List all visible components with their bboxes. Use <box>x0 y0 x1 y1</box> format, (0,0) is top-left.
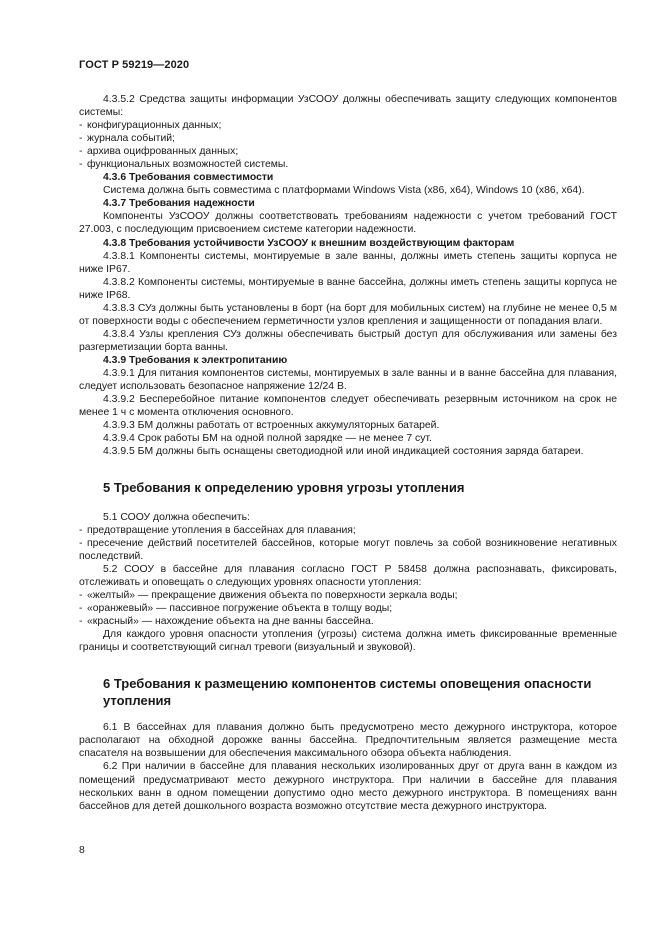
list-item <box>79 158 617 171</box>
list-item <box>79 589 617 602</box>
dash-marker: - <box>79 159 83 171</box>
paragraph-4-3-8-1: 4.3.8.1 Компоненты системы, монтируемые в зале ванны, должны иметь степень защиты корпуса не ниже IP67. <box>79 250 617 275</box>
heading-4-3-8: 4.3.8 Требования устойчивости УзСООУ к внешним воздействующим факторам <box>103 237 515 249</box>
list-item-text: функциональных возможностей системы. <box>87 159 289 171</box>
dash-marker: - <box>79 537 83 549</box>
heading-4-3-9: 4.3.9 Требования к электропитанию <box>103 354 288 366</box>
list-item-text: конфигурационных данных; <box>87 120 222 132</box>
dash-marker: - <box>79 146 83 158</box>
list-item-text: архива оцифрованных данных; <box>87 146 239 158</box>
list-item-text: пресечение действий посетителей бассейнов, которые могут повлечь за собой возникновение негативных последствий. <box>79 537 617 562</box>
paragraph-5-2: 5.2 СООУ в бассейне для плавания согласно ГОСТ Р 58458 должна распознавать, фиксировать, отслеживать и оповещать о следующих уровнях опасности утопления: <box>79 564 617 589</box>
document-body <box>79 93 617 813</box>
list-item <box>79 524 617 537</box>
dash-marker: - <box>79 603 83 615</box>
paragraph-4-3-9-2: 4.3.9.2 Бесперебойное питание компонентов следует обеспечивать резервным источником на срок не менее 1 ч с момента отключения основного. <box>79 394 617 419</box>
section-5-heading: 5 Требования к определению уровня угрозы утопления <box>103 480 465 496</box>
list-4-3-5-2 <box>79 119 617 171</box>
paragraph-6-2: 6.2 При наличии в бассейне для плавания нескольких изолированных друг от друга ванн в каждом из помещений предусматривают место дежурного инструктора. При наличии в бассейне для плавания нескольких ванн в одном помещении допустимо одно место дежурного инструктора. В помещениях ванн бассейнов для детей дошкольного возраста возможно отсутствие места дежурного инструктора. <box>79 761 617 812</box>
paragraph-4-3-8-3: 4.3.8.3 СУз должны быть установлены в борт (на борт для мобильных систем) на глубине не менее 0,5 м от поверхности воды с обеспечением герметичности узлов крепления и защищенности от попадания влаги. <box>79 302 617 327</box>
list-5-1 <box>79 524 617 563</box>
paragraph-5-1: 5.1 СООУ должна обеспечить: <box>103 511 250 523</box>
paragraph-4-3-9-1: 4.3.9.1 Для питания компонентов системы, монтируемых в зале ванны и в ванне бассейна для плавания, следует использовать безопасное напряжение 12/24 В. <box>79 367 617 393</box>
dash-marker: - <box>79 133 83 145</box>
paragraph-4-3-8-2: 4.3.8.2 Компоненты системы, монтируемые в ванне бассейна, должны иметь степень защиты корпуса не ниже IP68. <box>79 276 617 301</box>
paragraph-6-1: 6.1 В бассейнах для плавания должно быть предусмотрено место дежурного инструктора, которое располагают на обходной дорожке ванны бассейна. Предпочтительным является размещение места спасателя на возвышении для обеспечения максимального обзора объекта наблюдения. <box>79 722 617 760</box>
paragraph-4-3-6: Система должна быть совместима с платформами Windows Vista (x86, x64), Windows 10 (x86, x64). <box>103 185 585 197</box>
list-item <box>79 132 617 145</box>
section-6-heading: 6 Требования к размещению компонентов системы оповещения опасности утопления <box>103 676 592 708</box>
list-item-text: предотвращение утопления в бассейнах для плавания; <box>87 524 356 536</box>
list-item <box>79 615 617 628</box>
page-number: 8 <box>79 845 85 856</box>
paragraph-4-3-8-4: 4.3.8.4 Узлы крепления СУз должны обеспечивать быстрый доступ для обслуживания или замены без разгерметизации борта ванны. <box>79 328 617 353</box>
document-header: ГОСТ Р 59219—2020 <box>79 59 190 71</box>
paragraph-4-3-5-2: 4.3.5.2 Средства защиты информации УзСООУ должны обеспечивать защиту следующих компонентов системы: <box>79 94 617 119</box>
heading-4-3-7: 4.3.7 Требования надежности <box>103 198 255 210</box>
list-5-2 <box>79 589 617 628</box>
list-item-text: «красный» — нахождение объекта на дне ванны бассейна. <box>87 616 374 628</box>
paragraph-4-3-9-3: 4.3.9.3 БМ должны работать от встроенных аккумуляторных батарей. <box>103 420 440 432</box>
list-item-text: «оранжевый» — пассивное погружение объекта в толщу воды; <box>87 603 393 615</box>
paragraph-4-3-7: Компоненты УзСООУ должны соответствовать требованиям надежности с учетом требований ГОСТ 27.003, с последующим присвоением системе категории надежности. <box>79 211 617 236</box>
dash-marker: - <box>79 616 83 628</box>
dash-marker: - <box>79 524 83 536</box>
dash-marker: - <box>79 590 83 602</box>
paragraph-5-3: Для каждого уровня опасности утопления (угрозы) система должна иметь фиксированные временные границы и соответствующий сигнал тревоги (визуальный и звуковой). <box>79 629 617 654</box>
list-item <box>79 537 617 563</box>
list-item-text: «желтый» — прекращение движения объекта по поверхности зеркала воды; <box>87 590 458 602</box>
list-item <box>79 119 617 132</box>
paragraph-4-3-9-4: 4.3.9.4 Срок работы БМ на одной полной зарядке — не менее 7 сут. <box>103 433 432 445</box>
list-item <box>79 145 617 158</box>
list-item-text: журнала событий; <box>87 133 175 145</box>
list-item <box>79 602 617 615</box>
heading-4-3-6: 4.3.6 Требования совместимости <box>103 172 274 184</box>
paragraph-4-3-9-5: 4.3.9.5 БМ должны быть оснащены светодиодной или иной индикацией состояния заряда батареи. <box>103 446 584 458</box>
dash-marker: - <box>79 120 83 132</box>
